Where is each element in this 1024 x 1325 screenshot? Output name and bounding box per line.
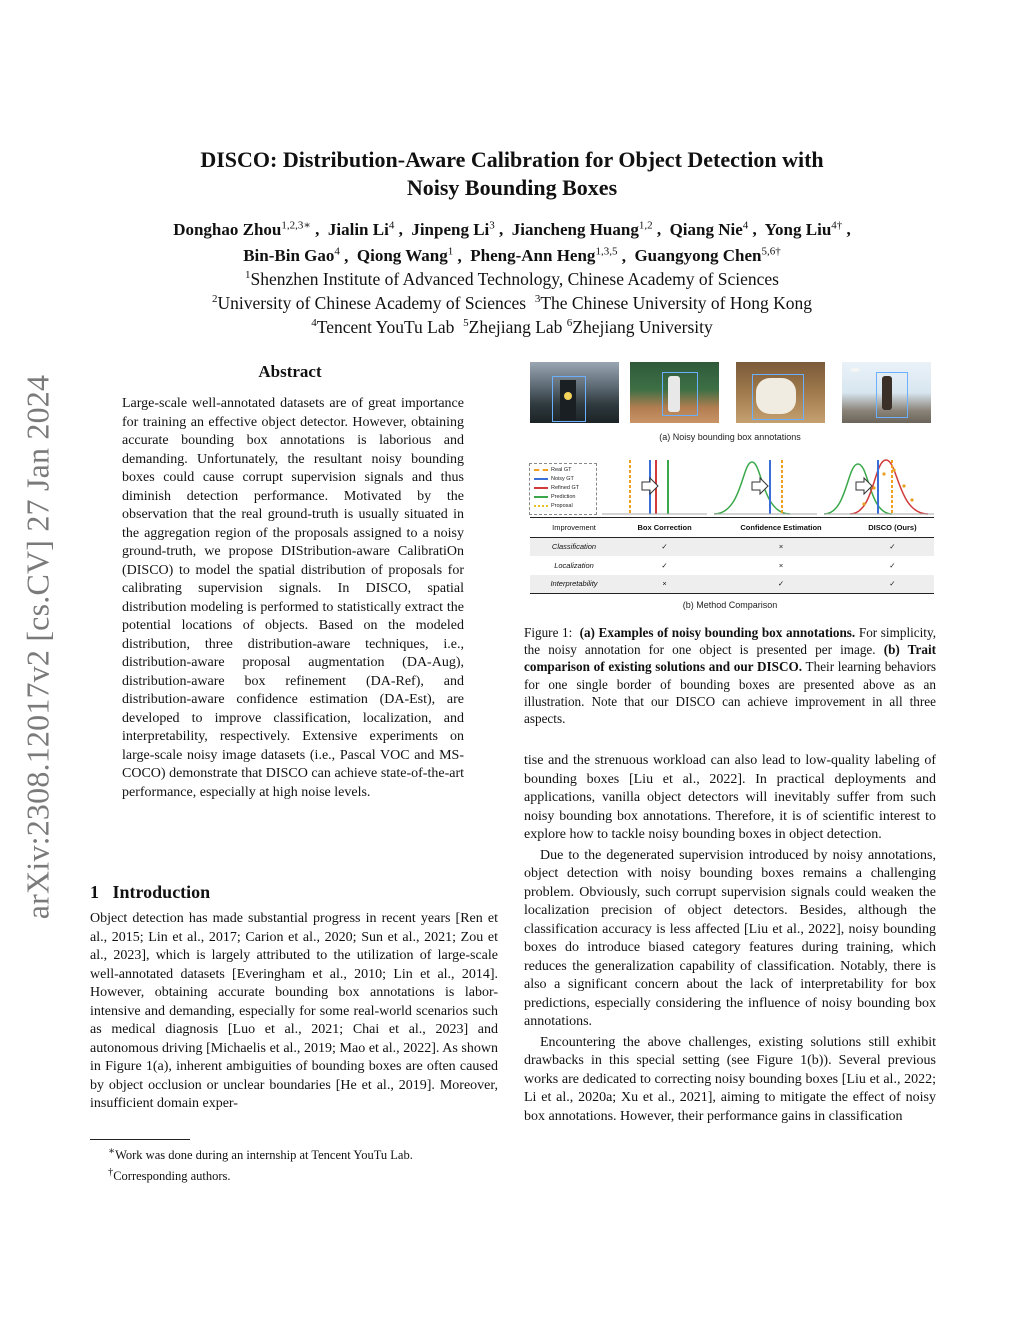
noisy-bbox — [876, 372, 908, 418]
table-header-cell: Improvement — [530, 518, 618, 538]
author: Bin-Bin Gao$^4$ — [243, 245, 340, 266]
table-cell: ✓ — [889, 560, 896, 570]
noisy-bbox — [662, 372, 698, 416]
subcaption-a: (a) Noisy bounding box annotations — [659, 432, 801, 442]
legend-prediction: Prediction — [534, 492, 575, 501]
table-cell: × — [618, 575, 711, 594]
table-cell: × — [778, 560, 784, 570]
table-cell: ✓ — [618, 537, 711, 556]
photo-dog — [736, 362, 825, 423]
photo-baseball — [630, 362, 719, 423]
affiliation-line-3: $^4$Tencent YouTu Lab $^5$Zhejiang Lab $^6$Zhejiang University — [311, 316, 713, 337]
title-line-1: DISCO: Distribution-Aware Calibration for Object Detection with — [200, 147, 824, 172]
author: Pheng-Ann Heng$^{1,3,5}$ — [470, 245, 618, 266]
footnote-rule — [90, 1139, 190, 1140]
paragraph: Due to the degenerated supervision introduced by noisy annotations, object detection with noisy bounding boxes remains a challenging problem. Obviously, such corrupt supervision signals could weaken the localization precision of object detectors. Besides, although the classification accuracy is less affected [Liu et al., 2022], noisy bounding boxes do introduce biased category features during training, which reduces the generalization capability of classification. Notably, there is also a significant concern about the lack of interpretability for box predictions, especially considering the influence of noisy bounding box annotations. — [524, 847, 936, 1029]
table-row — [530, 556, 934, 575]
intro-paragraph: Object detection has made substantial progress in recent years [Ren et al., 2015; Lin et al., 2017; Carion et al., 2020; Sun et al., 2021; Zou et al., 2023], which is largely attributed to the utilization of large-scale well-annotated datasets [Everingham et al., 2010; Lin et al., 2014]. However, obtaining accurate bounding box annotations is labor-intensive and demanding, especially for some real-world scenarios such as medical diagnosis [Luo et al., 2021; Chai et al., 2023] and autonomous driving [Michaelis et al., 2019; Mao et al., 2022]. As shown in Figure 1(a), inherent ambiguities of bounding boxes are often caused by object occlusion or unclear boundaries [He et al., 2019]. Moreover, insufficient domain exper- — [90, 911, 498, 1111]
row-label: Classification — [530, 537, 618, 556]
authors-line-2: Bin-Bin Gao$^4$ , Qiong Wang$^1$ , Pheng-Ann Heng$^{1,3,5}$ , Guangyong Chen$^{5,6\dagger}$ — [243, 245, 781, 266]
title-line-2: Noisy Bounding Boxes — [406, 175, 618, 200]
footnote-1: ∗Work was done during an internship at Tencent YouTu Lab. — [108, 1146, 413, 1163]
author: Qiang Nie$^4$ — [669, 219, 749, 239]
legend-swatch — [534, 496, 548, 498]
author: Guangyong Chen$^{5,6\dagger}$ — [634, 245, 781, 266]
legend-proposal: Proposal — [534, 501, 573, 510]
table-cell: × — [711, 537, 851, 556]
paragraph: tise and the strenuous workload can also lead to low-quality labeling of bounding boxes [Liu et al., 2022]. In practical deployments and applications, vanilla object detectors will inevitably suffer from such noisy bounding box annotations. Therefore, it is of scientific interest to explore how to tackle noisy bounding boxes in object detection. — [524, 753, 936, 842]
figure-1-caption: Figure 1: (a) Examples of noisy bounding box annotations. For simplicity, the noisy annotation for one object is presented per image. (b) Trait comparison of existing solutions and our DISCO. Their learning behaviors for one single border of bounding boxes are presented above as an illustration. Note that our DISCO can achieve improvement in all three aspects. — [524, 625, 937, 727]
author: Jinpeng Li$^3$ — [411, 219, 495, 239]
arxiv-stamp: arXiv:2308.12017v2 [cs.CV] 27 Jan 2024 — [19, 374, 56, 920]
legend-swatch — [534, 469, 548, 471]
legend-swatch — [534, 487, 548, 489]
legend-refined-gt: Refined GT — [534, 483, 579, 492]
table-header-cell: Confidence Estimation — [711, 518, 851, 538]
box-correction-panel — [602, 460, 707, 514]
table-row — [530, 537, 934, 556]
legend-noisy-gt: Noisy GT — [534, 474, 574, 483]
row-label: Interpretability — [530, 575, 618, 594]
figure-1 — [524, 360, 936, 614]
disco-panel — [824, 460, 934, 514]
footnotes — [90, 1143, 490, 1185]
affiliation-line-2: $^2$University of Chinese Academy of Sciences $^3$The Chinese University of Hong Kong — [211, 292, 813, 313]
right-column-body — [524, 752, 936, 1126]
author-list — [100, 214, 924, 267]
table-header-row — [530, 518, 934, 538]
table-cell: ✓ — [661, 560, 668, 570]
table-cell: ✓ — [851, 537, 934, 556]
paper-title — [90, 146, 934, 202]
table-cell: ✓ — [851, 575, 934, 594]
table-cell: ✓ — [711, 575, 851, 594]
abstract-text: Large-scale well-annotated datasets are of great importance for training an effective object detector. However, obtaining accurate bounding box annotations is laborious and demanding. Unfortunately, the resultant noisy bounding boxes could cause corrupt supervision signals and thus diminish detection performance. Motivated by the observation that the real ground-truth is usually situated in the aggregation region of the proposals assigned to a noisy ground-truth, we propose DIStribution-aware CalibratiOn (DISCO) to model the spatial distribution of proposals for calibrating supervision signals. In DISCO, spatial distribution modeling is performed to statistically extract the potential locations of objects. Based on the modeled distribution, three distribution-aware techniques, i.e., distribution-aware proposal augmentation (DA-Aug), distribution-aware box refinement (DA-Ref), and distribution-aware confidence estimation (DA-Est), are developed to improve classification, localization, and interpretability, respectively. Extensive experiments on large-scale noisy image datasets (i.e., Pascal VOC and MS-COCO) demonstrate that DISCO can achieve state-of-the-art performance, especially at high noise levels. — [122, 396, 464, 800]
author: Yong Liu$^{4\dagger}$ — [764, 219, 843, 239]
affiliation-line-1: $^1$Shenzhen Institute of Advanced Technology, Chinese Academy of Sciences — [245, 268, 779, 289]
paragraph: Encountering the above challenges, existing solutions still exhibit drawbacks in this special setting (see Figure 1(b)). Several previous works are dedicated to correcting noisy bounding boxes [Liu et al., 2022; Li et al., 2020a; Xu et al., 2021], aiming to mitigate the effect of noisy box annotations. However, their performance gains in classification — [524, 1034, 936, 1124]
author: Jialin Li$^4$ — [327, 219, 395, 239]
table-row — [530, 575, 934, 594]
author: Qiong Wang$^1$ — [356, 245, 454, 266]
method-comparison-table — [530, 517, 934, 594]
author: Jiancheng Huang$^{1,2}$ — [511, 219, 653, 239]
table-header-cell: DISCO (Ours) — [851, 518, 934, 538]
method-illustration — [602, 458, 934, 516]
noisy-bbox — [752, 374, 804, 420]
section-heading-introduction: 1 Introduction — [90, 882, 211, 902]
noisy-bbox — [552, 376, 586, 422]
photo-frisbee-beach — [842, 362, 931, 423]
legend-swatch — [534, 505, 548, 507]
photo-train-station — [530, 362, 619, 423]
legend-swatch — [534, 478, 548, 480]
legend-real-gt: Real GT — [534, 465, 571, 474]
figure-legend — [529, 463, 597, 515]
footnote-2: †Corresponding authors. — [108, 1167, 231, 1184]
row-label: Localization — [554, 560, 594, 570]
table-header-cell: Box Correction — [618, 518, 711, 538]
subcaption-b: (b) Method Comparison — [682, 600, 778, 610]
confidence-estimation-panel — [714, 460, 817, 514]
abstract-heading: Abstract — [258, 362, 322, 381]
authors-line-1: Donghao Zhou$^{1,2,3∗}$ , Jialin Li$^4$ , Jinpeng Li$^3$ , Jiancheng Huang$^{1,2}$ , Qiang Nie$^4$ , Yong Liu$^{4\dagger}$ , — [173, 219, 851, 239]
author: Donghao Zhou$^{1,2,3∗}$ — [173, 219, 311, 239]
